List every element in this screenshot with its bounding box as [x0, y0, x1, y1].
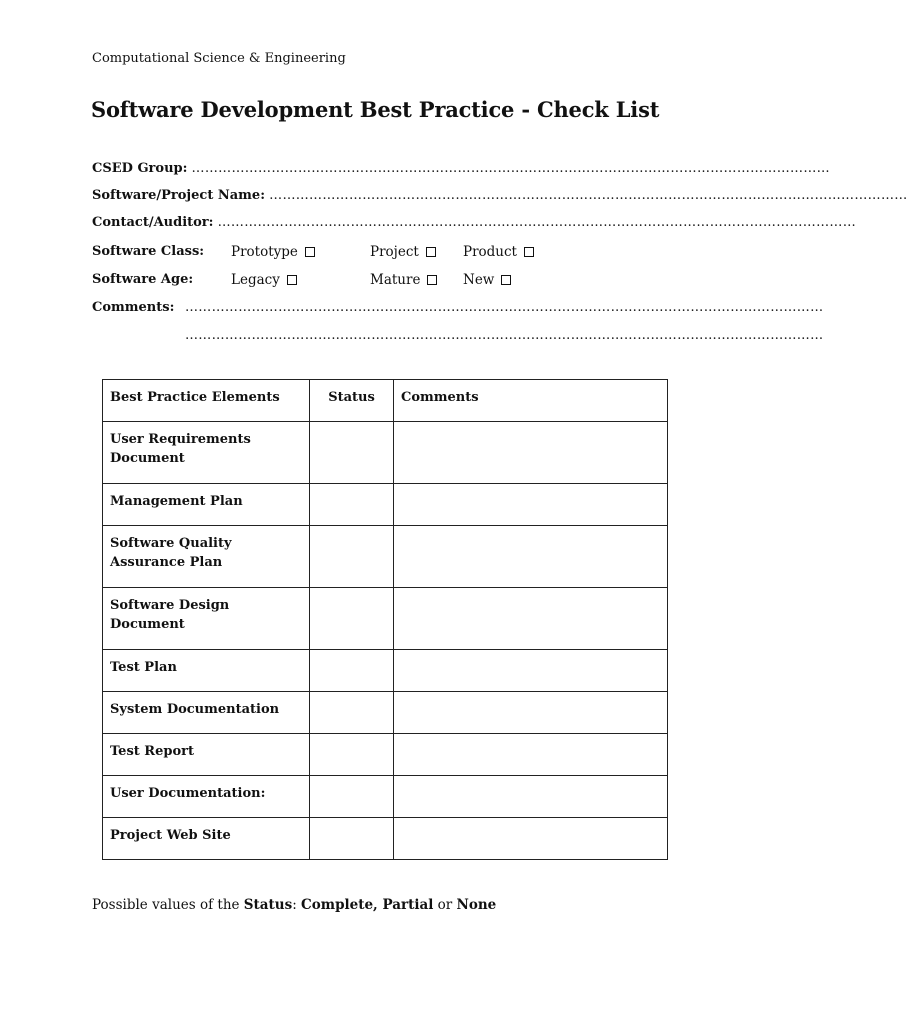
class-option-prototype[interactable]: [231, 243, 315, 261]
element-cell: Management Plan: [103, 484, 310, 526]
table-row: [103, 588, 668, 650]
contact-auditor-label: Contact/Auditor:: [92, 215, 214, 230]
department-header: Computational Science & Engineering: [92, 51, 346, 66]
element-cell: System Documentation: [103, 692, 310, 734]
comments-cell[interactable]: [394, 818, 668, 860]
status-cell[interactable]: [310, 422, 394, 484]
status-cell[interactable]: [310, 526, 394, 588]
table-row: [103, 650, 668, 692]
note-colon: :: [292, 897, 302, 913]
comments-dots-2[interactable]: ………………………………………………………………………………………………………………………………: [185, 328, 824, 343]
column-header-status: Status: [310, 380, 394, 422]
age-option-new[interactable]: [463, 271, 511, 289]
table-row: [103, 526, 668, 588]
note-value-2: None: [456, 897, 497, 913]
age-option-mature[interactable]: [370, 271, 437, 289]
note-or: or: [433, 897, 457, 913]
element-cell: Software Design Document: [103, 588, 310, 650]
class-option-product[interactable]: [463, 243, 534, 261]
class-option-project-label: Project: [370, 244, 419, 260]
status-cell[interactable]: [310, 484, 394, 526]
age-option-legacy[interactable]: [231, 271, 297, 289]
element-cell: Software Quality Assurance Plan: [103, 526, 310, 588]
element-cell: User Requirements Document: [103, 422, 310, 484]
status-cell[interactable]: [310, 588, 394, 650]
project-name-field[interactable]: [92, 187, 908, 205]
status-cell[interactable]: [310, 734, 394, 776]
comments-cell[interactable]: [394, 526, 668, 588]
age-option-legacy-label: Legacy: [231, 272, 280, 288]
table-row: [103, 776, 668, 818]
element-cell: User Documentation:: [103, 776, 310, 818]
class-option-prototype-label: Prototype: [231, 244, 298, 260]
contact-auditor-dots[interactable]: ………………………………………………………………………………………………………………………………: [217, 215, 857, 230]
checkbox-icon[interactable]: [427, 275, 437, 285]
status-cell[interactable]: [310, 776, 394, 818]
table-row: [103, 692, 668, 734]
class-option-product-label: Product: [463, 244, 517, 260]
csed-group-dots[interactable]: ………………………………………………………………………………………………………………………………: [191, 161, 830, 176]
class-option-project[interactable]: [370, 243, 436, 261]
software-class-label: Software Class:: [92, 244, 205, 259]
note-prefix: Possible values of the: [92, 897, 244, 913]
status-cell[interactable]: [310, 818, 394, 860]
column-header-elements: Best Practice Elements: [103, 380, 310, 422]
csed-group-field[interactable]: [92, 160, 830, 178]
note-value-1: Complete, Partial: [301, 897, 434, 913]
checkbox-icon[interactable]: [305, 247, 315, 257]
comments-cell[interactable]: [394, 650, 668, 692]
checkbox-icon[interactable]: [501, 275, 511, 285]
page-title: Software Development Best Practice - Check List: [91, 97, 660, 122]
checklist-table: [102, 379, 668, 860]
table-row: [103, 734, 668, 776]
element-cell: Test Report: [103, 734, 310, 776]
project-name-label: Software/Project Name:: [92, 188, 265, 203]
age-option-mature-label: Mature: [370, 272, 421, 288]
project-name-dots[interactable]: ………………………………………………………………………………………………………………………………: [269, 188, 908, 203]
checkbox-icon[interactable]: [524, 247, 534, 257]
comments-line-1[interactable]: [185, 299, 824, 317]
comments-line-2[interactable]: [185, 327, 824, 345]
status-values-note: [92, 897, 496, 913]
status-cell[interactable]: [310, 692, 394, 734]
comments-cell[interactable]: [394, 484, 668, 526]
age-option-new-label: New: [463, 272, 495, 288]
csed-group-label: CSED Group:: [92, 161, 188, 176]
status-cell[interactable]: [310, 650, 394, 692]
table-header-row: [103, 380, 668, 422]
contact-auditor-field[interactable]: [92, 214, 857, 232]
software-age-label: Software Age:: [92, 272, 194, 287]
table-row: [103, 818, 668, 860]
checkbox-icon[interactable]: [426, 247, 436, 257]
note-status-word: Status: [243, 897, 293, 913]
comments-cell[interactable]: [394, 588, 668, 650]
table-row: [103, 422, 668, 484]
element-cell: Test Plan: [103, 650, 310, 692]
comments-cell[interactable]: [394, 692, 668, 734]
comments-dots-1[interactable]: ………………………………………………………………………………………………………………………………: [185, 300, 824, 315]
comments-label: Comments:: [92, 300, 175, 315]
column-header-comments: Comments: [394, 380, 668, 422]
comments-cell[interactable]: [394, 422, 668, 484]
comments-cell[interactable]: [394, 734, 668, 776]
element-cell: Project Web Site: [103, 818, 310, 860]
checkbox-icon[interactable]: [287, 275, 297, 285]
table-row: [103, 484, 668, 526]
comments-cell[interactable]: [394, 776, 668, 818]
